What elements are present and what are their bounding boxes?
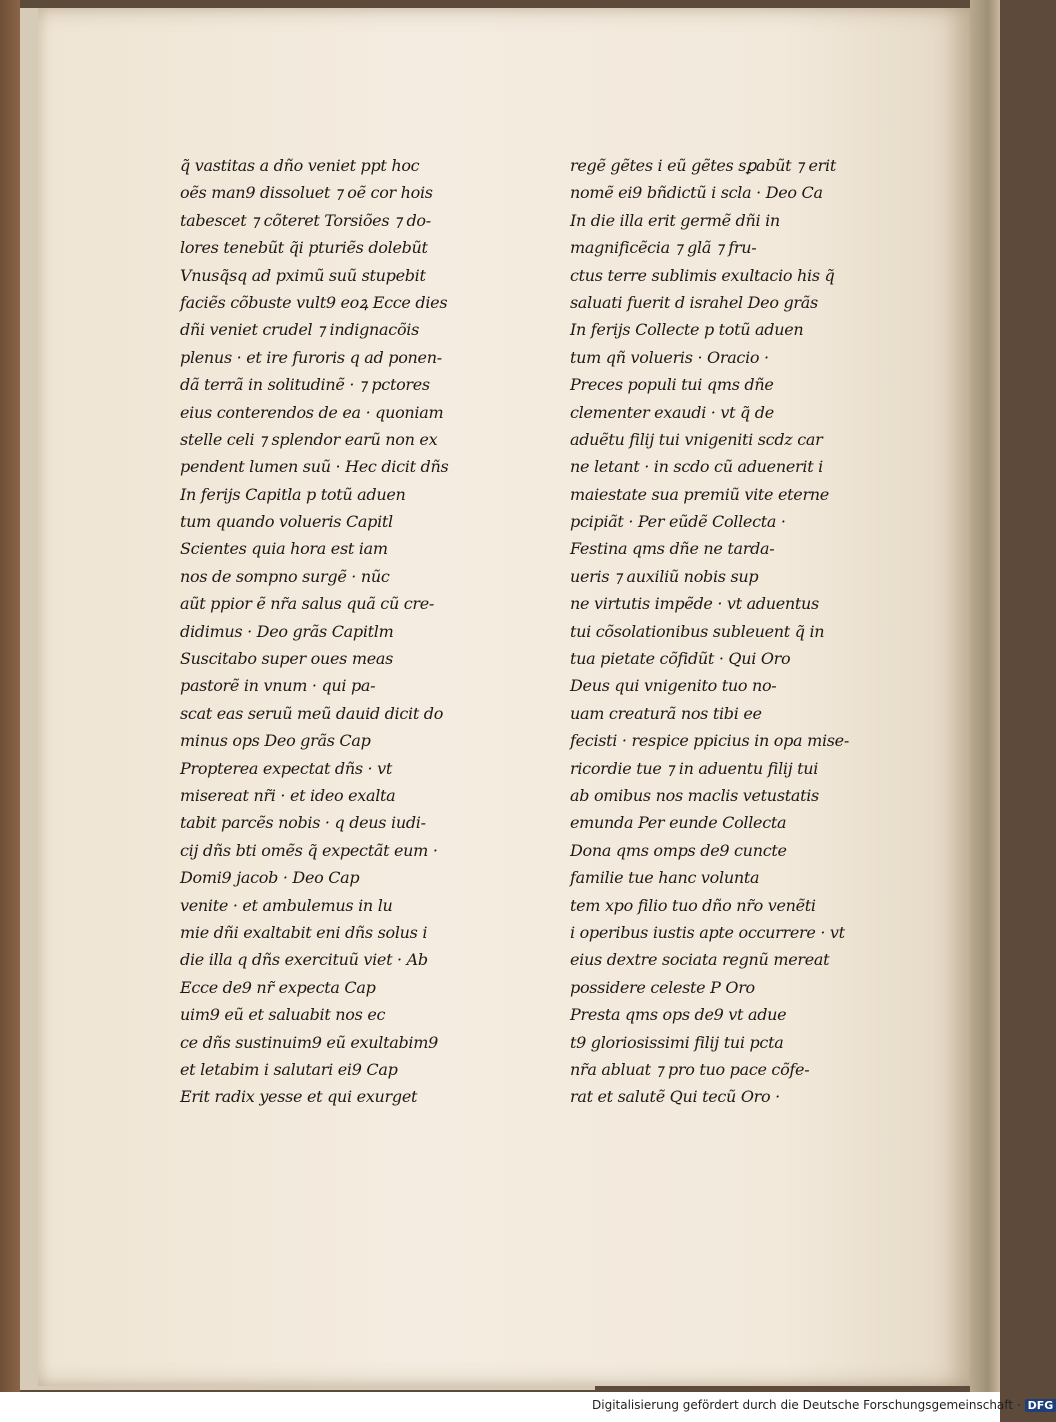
- text-line: Domi9 jacob · Deo Cap: [180, 868, 360, 888]
- text-line: pendent lumen suũ · Hec dicit dñs: [180, 457, 449, 477]
- text-line: didimus · Deo grãs Capitlm: [180, 621, 394, 641]
- text-line: eius conterendos de ea · quoniam: [180, 402, 444, 422]
- text-line: Suscitabo super oues meas: [180, 649, 394, 669]
- text-line: plenus · et ire furoris q ad ponen-: [180, 347, 442, 367]
- text-line: magnificẽcia ⁊ glã ⁊ fru-: [570, 238, 757, 258]
- text-line: uim9 eũ et saluabit nos ec: [180, 1005, 386, 1025]
- text-line: Deus qui vnigenito tuo no-: [570, 676, 777, 696]
- text-line: Scientes quia hora est iam: [180, 539, 388, 559]
- text-line: Preces populi tui qms dñe: [570, 375, 774, 395]
- text-line: dã terrã in solitudinẽ · ⁊ pctores: [180, 375, 430, 395]
- funding-text: Digitalisierung gefördert durch die Deutsche Forschungsgemeinschaft ·: [592, 1398, 1021, 1412]
- text-line: ctus terre sublimis exultacio his q̃: [570, 265, 835, 285]
- text-line: i operibus iustis apte occurrere · vt: [570, 922, 845, 942]
- text-line: clementer exaudi · vt q̃ de: [570, 402, 774, 422]
- text-line: mie dñi exaltabit eni dñs solus i: [180, 922, 428, 942]
- text-line: Festina qms dñe ne tarda-: [570, 539, 775, 559]
- text-line: venite · et ambulemus in lu: [180, 895, 393, 915]
- text-line: Ecce de9 nr̃ expecta Cap: [180, 977, 376, 997]
- text-line: tua pietate cõfidũt · Qui Oro: [570, 649, 791, 669]
- right-text-column: [570, 152, 890, 1111]
- text-line: Propterea expectat dñs · vt: [180, 758, 392, 778]
- text-line: nomẽ ei9 bñdictũ i scla · Deo Ca: [570, 183, 823, 203]
- left-text-column: [180, 152, 510, 1111]
- text-line: ueris ⁊ auxiliũ nobis sup: [570, 566, 759, 586]
- text-line: ce dñs sustinuim9 eũ exultabim9: [180, 1032, 438, 1052]
- text-line: fecisti · respice ppicius in opa mise-: [570, 731, 849, 751]
- text-line: familie tue hanc volunta: [570, 868, 760, 888]
- text-line: et letabim i salutari ei9 Cap: [180, 1059, 398, 1079]
- text-line: maiestate sua premiũ vite eterne: [570, 484, 829, 504]
- text-line: ne virtutis impẽde · vt aduentus: [570, 594, 819, 614]
- text-line: Dona qms omps de9 cuncte: [570, 840, 787, 860]
- text-line: uam creaturã nos tibi ee: [570, 703, 762, 723]
- text-line: Presta qms ops de9 vt adue: [570, 1005, 787, 1025]
- text-line: pastorẽ in vnum · qui pa-: [180, 676, 376, 696]
- text-line: In ferijs Capitla p totũ aduen: [180, 484, 406, 504]
- text-line: emunda Per eunde Collecta: [570, 813, 787, 833]
- text-line: rat et salutẽ Qui tecũ Oro ·: [570, 1087, 780, 1107]
- text-line: stelle celi ⁊ splendor earũ non ex: [180, 429, 438, 449]
- text-line: aũt ppior ẽ nr̃a salus quã cũ cre-: [180, 594, 435, 614]
- text-line: Erit radix yesse et qui exurget: [180, 1087, 418, 1107]
- page-edge: [970, 0, 1000, 1392]
- text-line: saluati fuerit d israhel Deo grãs: [570, 292, 818, 312]
- dfg-logo: DFG: [1025, 1399, 1056, 1412]
- text-line: nos de sompno surgẽ · nũc: [180, 566, 390, 586]
- text-line: aduẽtu filij tui vnigeniti scdz car: [570, 429, 823, 449]
- text-line: q̃ vastitas a dño veniet ppt hoc: [180, 156, 420, 175]
- text-line: faciẽs cõbuste vult9 eoꝝ Ecce dies: [180, 292, 448, 312]
- text-line: ne letant · in scdo cũ aduenerit i: [570, 457, 823, 477]
- text-line: In die illa erit germẽ dñi in: [570, 210, 780, 230]
- text-line: die illa q dñs exercituũ viet · Ab: [180, 950, 428, 970]
- text-line: minus ops Deo grãs Cap: [180, 731, 371, 751]
- text-line: pcipiãt · Per eũdẽ Collecta ·: [570, 512, 786, 532]
- text-line: tum qñ volueris · Oracio ·: [570, 347, 769, 367]
- text-line: In ferijs Collecte p totũ aduen: [570, 320, 804, 340]
- text-line: scat eas seruũ meũ dauid dicit do: [180, 703, 444, 723]
- binding-board: [0, 0, 20, 1422]
- text-line: oẽs man9 dissoluet ⁊ oẽ cor hois: [180, 183, 433, 203]
- funding-note: [592, 1398, 1054, 1418]
- text-line: nr̃a abluat ⁊ pro tuo pace cõfe-: [570, 1059, 810, 1079]
- text-line: eius dextre sociata regnũ mereat: [570, 950, 830, 970]
- text-line: cij dñs bti omẽs q̃ expectãt eum ·: [180, 840, 438, 860]
- text-line: Vnusq̃sq ad pximũ suũ stupebit: [180, 265, 426, 285]
- text-line: tui cõsolationibus subleuent q̃ in: [570, 621, 825, 641]
- text-line: tem xpo filio tuo dño nr̃o venẽti: [570, 895, 816, 915]
- text-line: misereat nr̃i · et ideo exalta: [180, 785, 396, 805]
- text-line: tabit parcẽs nobis · q deus iudi-: [180, 813, 426, 833]
- text-line: tabescet ⁊ cõteret Torsiões ⁊ do-: [180, 210, 431, 230]
- text-line: ab omibus nos maclis vetustatis: [570, 785, 819, 805]
- text-line: ricordie tue ⁊ in aduentu filij tui: [570, 758, 819, 778]
- text-line: t9 gloriosissimi filij tui pcta: [570, 1032, 784, 1052]
- text-line: dñi veniet crudel ⁊ indignacõis: [180, 320, 420, 340]
- text-line: regẽ gẽtes i eũ gẽtes sꝑabũt ⁊ erit: [570, 156, 836, 175]
- text-line: possidere celeste P Oro: [570, 977, 755, 997]
- text-line: lores tenebũt q̃i pturiẽs dolebũt: [180, 238, 428, 258]
- text-line: tum quando volueris Capitl: [180, 512, 393, 532]
